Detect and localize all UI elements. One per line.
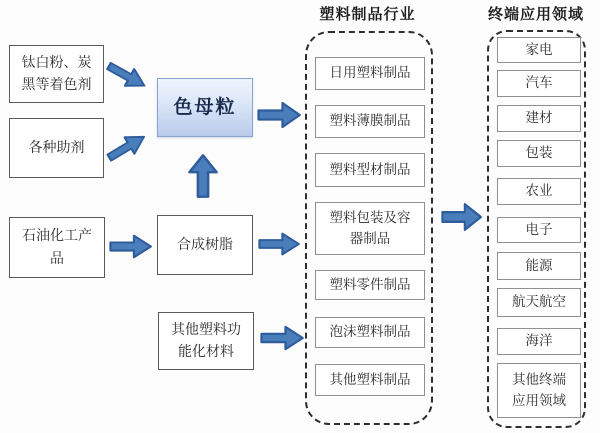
node-colorants: 钛白粉、炭黑等着色剂 (9, 45, 104, 103)
arrow-resin-to-masterbatch-icon (186, 153, 220, 199)
plastics-item: 塑料零件制品 (315, 270, 425, 300)
arrow-masterbatch-to-plastics-icon (257, 100, 302, 130)
arrow-additives-to-masterbatch-icon (102, 125, 152, 168)
application-item: 航天航空 (497, 288, 581, 317)
application-item: 农业 (497, 178, 581, 205)
arrow-colorants-to-masterbatch-icon (102, 55, 152, 97)
arrow-petrochemical-to-resin-icon (109, 233, 153, 260)
application-item: 其他终端应用领域 (497, 363, 581, 418)
applications-group-title: 终端应用领域 (487, 5, 584, 23)
node-other-functional-materials: 其他塑料功能化材料 (158, 312, 254, 370)
application-item: 包装 (497, 140, 581, 167)
application-item: 能源 (497, 252, 581, 280)
plastics-item: 泡沫塑料制品 (315, 317, 425, 348)
arrow-resin-to-plastics-icon (258, 231, 301, 257)
application-item: 汽车 (497, 70, 581, 97)
node-petrochemical: 石油化工产品 (9, 217, 105, 278)
plastics-item: 其他塑料制品 (315, 364, 425, 396)
node-additives: 各种助剂 (9, 118, 104, 178)
plastics-group-title: 塑料制品行业 (319, 5, 416, 23)
arrow-other-materials-to-plastics-icon (260, 324, 305, 352)
plastics-item: 塑料包装及容器制品 (315, 202, 425, 255)
node-synthetic-resin: 合成树脂 (157, 215, 253, 275)
application-item: 建材 (497, 105, 581, 132)
application-item: 海洋 (497, 328, 581, 355)
plastics-item: 塑料型材制品 (315, 153, 425, 187)
plastics-item: 日用塑料制品 (315, 57, 425, 90)
application-item: 电子 (497, 217, 581, 243)
arrow-plastics-to-applications-icon (441, 201, 483, 233)
node-masterbatch: 色母粒 (157, 78, 253, 137)
plastics-item: 塑料薄膜制品 (315, 105, 425, 138)
application-item: 家电 (497, 37, 581, 63)
